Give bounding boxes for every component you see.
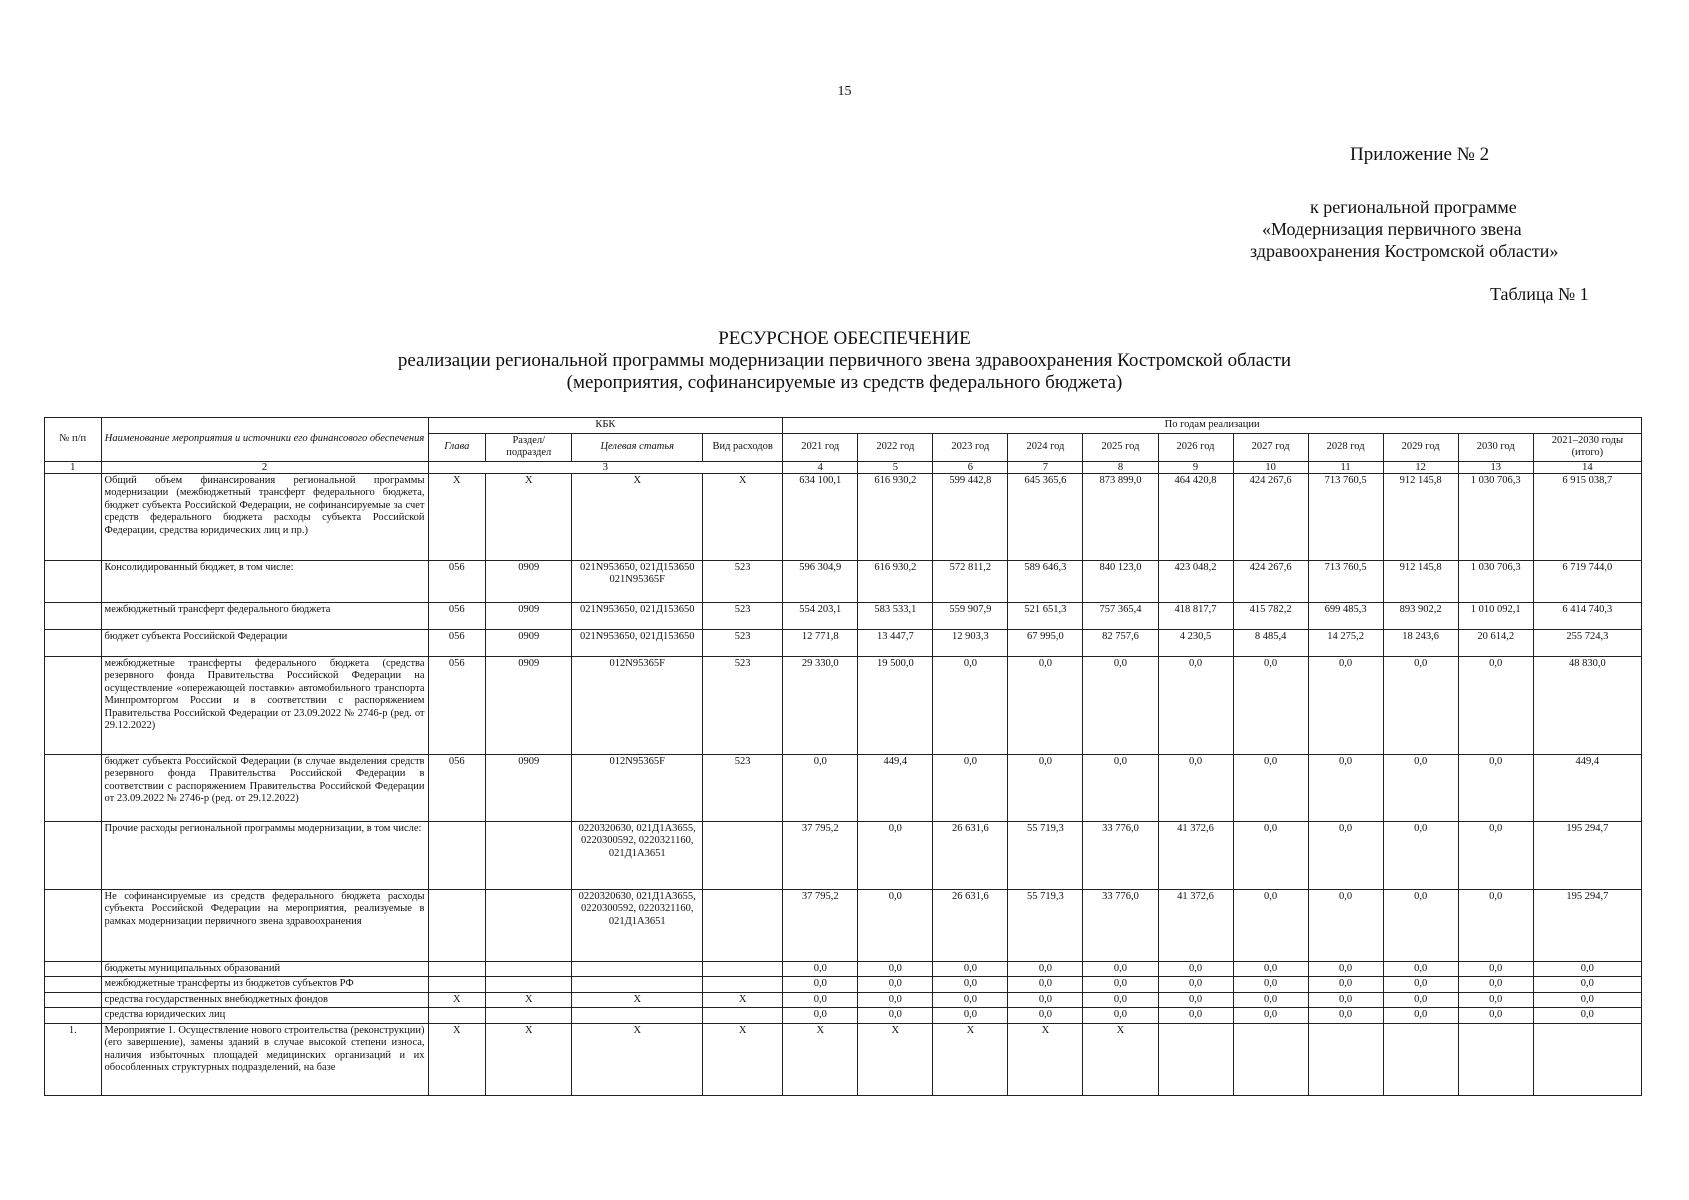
row-value: 0,0 [1158, 992, 1233, 1008]
row-value: 0,0 [1008, 992, 1083, 1008]
row-value: 589 646,3 [1008, 560, 1083, 602]
row-value: 713 760,5 [1308, 560, 1383, 602]
row-number [45, 473, 102, 560]
row-value: 0,0 [1308, 889, 1383, 961]
row-value: 1 010 092,1 [1458, 602, 1533, 629]
row-value: 41 372,6 [1158, 821, 1233, 889]
table-row [45, 1023, 1642, 1095]
row-value: 0,0 [933, 961, 1008, 977]
row-value: 0,0 [1308, 821, 1383, 889]
row-name: бюджеты муниципальных образований [101, 961, 428, 977]
appendix-line-3: здравоохранения Костромской области» [1250, 241, 1559, 261]
row-razdel: 0909 [486, 602, 572, 629]
row-total: 0,0 [1533, 1008, 1641, 1024]
row-value: 0,0 [1083, 961, 1158, 977]
row-number [45, 992, 102, 1008]
row-value: 0,0 [783, 754, 858, 821]
row-value: 0,0 [1233, 821, 1308, 889]
appendix-line-2: «Модернизация первичного звена [1262, 219, 1522, 239]
row-value: 0,0 [1458, 961, 1533, 977]
row-value: 0,0 [1383, 961, 1458, 977]
row-celevaya: Х [572, 473, 703, 560]
row-value: 0,0 [1458, 1008, 1533, 1024]
row-celevaya [572, 1008, 703, 1024]
table-row [45, 560, 1642, 602]
row-vid: 523 [703, 602, 783, 629]
row-glava [428, 889, 486, 961]
row-value: 0,0 [1233, 977, 1308, 993]
row-name: бюджет субъекта Российской Федерации (в случае выделения средств резервного фонда Правительства Российской Федерации в соответствии с распоряжением Правительства Российской Федерации от 23.09.2022 № 2746-р (ред. от 29.12.2022) [101, 754, 428, 821]
row-value [1308, 1023, 1383, 1095]
row-value: 873 899,0 [1083, 473, 1158, 560]
row-celevaya: Х [572, 1023, 703, 1095]
row-name: средства юридических лиц [101, 1008, 428, 1024]
row-value: 0,0 [1458, 821, 1533, 889]
header-year-2024: 2024 год [1008, 433, 1083, 461]
row-value: 0,0 [933, 977, 1008, 993]
row-value: 13 447,7 [858, 629, 933, 656]
column-number: 8 [1083, 461, 1158, 473]
row-total [1533, 1023, 1641, 1095]
row-value: 464 420,8 [1158, 473, 1233, 560]
header-by-years: По годам реализации [783, 418, 1642, 434]
row-vid: 523 [703, 629, 783, 656]
row-glava: 056 [428, 629, 486, 656]
row-value: 0,0 [1083, 992, 1158, 1008]
row-value: 33 776,0 [1083, 889, 1158, 961]
row-value: 423 048,2 [1158, 560, 1233, 602]
row-number [45, 821, 102, 889]
header-kbk: КБК [428, 418, 783, 434]
row-vid [703, 1008, 783, 1024]
row-value: 19 500,0 [858, 656, 933, 754]
title-main: РЕСУРСНОЕ ОБЕСПЕЧЕНИЕ [718, 328, 971, 349]
row-value: 12 903,3 [933, 629, 1008, 656]
row-vid: Х [703, 473, 783, 560]
row-value: 893 902,2 [1383, 602, 1458, 629]
column-number: 5 [858, 461, 933, 473]
row-vid: 523 [703, 560, 783, 602]
row-name: межбюджетный трансферт федерального бюджета [101, 602, 428, 629]
header-year-2029: 2029 год [1383, 433, 1458, 461]
row-total: 0,0 [1533, 977, 1641, 993]
row-value: 424 267,6 [1233, 473, 1308, 560]
row-total: 195 294,7 [1533, 889, 1641, 961]
row-vid [703, 821, 783, 889]
row-value: 0,0 [1308, 992, 1383, 1008]
row-razdel: 0909 [486, 656, 572, 754]
row-celevaya [572, 961, 703, 977]
row-value: 912 145,8 [1383, 473, 1458, 560]
column-number: 4 [783, 461, 858, 473]
row-value: 0,0 [1158, 754, 1233, 821]
header-vid: Вид расходов [703, 433, 783, 461]
row-value: 645 365,6 [1008, 473, 1083, 560]
row-glava [428, 977, 486, 993]
row-value: 0,0 [1458, 992, 1533, 1008]
row-value: 0,0 [1308, 977, 1383, 993]
column-number: 12 [1383, 461, 1458, 473]
row-value: 20 614,2 [1458, 629, 1533, 656]
row-number [45, 754, 102, 821]
row-value: Х [933, 1023, 1008, 1095]
row-value: 0,0 [933, 754, 1008, 821]
row-number [45, 961, 102, 977]
row-value: 0,0 [858, 992, 933, 1008]
appendix-title: Приложение № 2 [1350, 144, 1490, 165]
row-value: 0,0 [1383, 889, 1458, 961]
table-number: Таблица № 1 [1490, 284, 1589, 304]
row-vid: Х [703, 1023, 783, 1095]
document-title [0, 328, 1689, 394]
row-vid: Х [703, 992, 783, 1008]
row-total: 195 294,7 [1533, 821, 1641, 889]
row-number: 1. [45, 1023, 102, 1095]
row-value: 55 719,3 [1008, 889, 1083, 961]
row-value [1233, 1023, 1308, 1095]
row-vid [703, 961, 783, 977]
row-value: 0,0 [1233, 889, 1308, 961]
row-value: 67 995,0 [1008, 629, 1083, 656]
row-value: 1 030 706,3 [1458, 560, 1533, 602]
row-glava [428, 961, 486, 977]
row-value: 37 795,2 [783, 821, 858, 889]
row-celevaya: 012N95365F [572, 754, 703, 821]
row-value: 1 030 706,3 [1458, 473, 1533, 560]
row-value: 0,0 [858, 889, 933, 961]
row-name: средства государственных внебюджетных фондов [101, 992, 428, 1008]
row-value: 596 304,9 [783, 560, 858, 602]
row-number [45, 629, 102, 656]
row-value: 0,0 [1158, 961, 1233, 977]
table-row [45, 961, 1642, 977]
row-number [45, 656, 102, 754]
row-razdel: Х [486, 1023, 572, 1095]
row-celevaya: 021N953650, 021Д153650 021N95365F [572, 560, 703, 602]
row-name: Прочие расходы региональной программы модернизации, в том числе: [101, 821, 428, 889]
row-value: 559 907,9 [933, 602, 1008, 629]
row-glava [428, 821, 486, 889]
header-celevaya: Целевая статья [572, 433, 703, 461]
row-glava: Х [428, 1023, 486, 1095]
row-value: 415 782,2 [1233, 602, 1308, 629]
row-value: 0,0 [1233, 1008, 1308, 1024]
header-year-2023: 2023 год [933, 433, 1008, 461]
row-total: 6 414 740,3 [1533, 602, 1641, 629]
row-value: 616 930,2 [858, 473, 933, 560]
row-total: 0,0 [1533, 992, 1641, 1008]
row-value: 0,0 [933, 1008, 1008, 1024]
row-name: Мероприятие 1. Осуществление нового строительства (реконструкции) (его завершение), замены зданий в случае высокой степени износа, наличия избыточных площадей медицинских организаций и их обособленных структурных подразделений, на базе [101, 1023, 428, 1095]
row-glava: 056 [428, 754, 486, 821]
column-number: 9 [1158, 461, 1233, 473]
table-row [45, 629, 1642, 656]
row-vid: 523 [703, 656, 783, 754]
row-value: 0,0 [1008, 1008, 1083, 1024]
row-number [45, 977, 102, 993]
title-subtitle-2: (мероприятия, софинансируемые из средств федерального бюджета) [566, 372, 1123, 393]
row-value: 0,0 [933, 992, 1008, 1008]
row-glava: Х [428, 473, 486, 560]
row-razdel: Х [486, 473, 572, 560]
row-value [1158, 1023, 1233, 1095]
table-row [45, 1008, 1642, 1024]
row-value: 599 442,8 [933, 473, 1008, 560]
row-value: 0,0 [858, 977, 933, 993]
row-value: 757 365,4 [1083, 602, 1158, 629]
row-razdel [486, 821, 572, 889]
row-value: 0,0 [1083, 656, 1158, 754]
row-value: 572 811,2 [933, 560, 1008, 602]
row-glava: Х [428, 992, 486, 1008]
row-value: 0,0 [1083, 1008, 1158, 1024]
row-value: 0,0 [1383, 821, 1458, 889]
row-celevaya: 0220320630, 021Д1А3655, 0220300592, 0220321160, 021Д1А3651 [572, 821, 703, 889]
row-value: 0,0 [1233, 992, 1308, 1008]
row-value: 521 651,3 [1008, 602, 1083, 629]
column-number: 1 [45, 461, 102, 473]
row-value: Х [783, 1023, 858, 1095]
row-value: 0,0 [1383, 1008, 1458, 1024]
row-value: 0,0 [1083, 977, 1158, 993]
row-value: 0,0 [1158, 977, 1233, 993]
row-value: 0,0 [1083, 754, 1158, 821]
column-number: 13 [1458, 461, 1533, 473]
row-value: 12 771,8 [783, 629, 858, 656]
row-celevaya: Х [572, 992, 703, 1008]
row-value: 0,0 [1008, 977, 1083, 993]
table-row [45, 473, 1642, 560]
row-glava: 056 [428, 656, 486, 754]
row-value: 634 100,1 [783, 473, 858, 560]
row-name: межбюджетные трансферты федерального бюджета (средства резервного фонда Правительства Российской Федерации на осуществление «опережающей поставки» автомобильного транспорта Минпромторгом России и в соответствии с распоряжением Правительства Российской Федерации от 23.09.2022 № 2746-р (ред. от 29.12.2022) [101, 656, 428, 754]
row-value: 41 372,6 [1158, 889, 1233, 961]
table-row [45, 977, 1642, 993]
row-vid: 523 [703, 754, 783, 821]
row-value: 0,0 [783, 992, 858, 1008]
row-value: 0,0 [1458, 977, 1533, 993]
table-row [45, 821, 1642, 889]
row-value: 0,0 [783, 977, 858, 993]
row-razdel [486, 1008, 572, 1024]
column-number: 3 [428, 461, 783, 473]
row-value: 840 123,0 [1083, 560, 1158, 602]
row-total: 6 915 038,7 [1533, 473, 1641, 560]
row-value: 0,0 [858, 1008, 933, 1024]
row-value: 0,0 [858, 961, 933, 977]
row-value: 0,0 [1308, 1008, 1383, 1024]
row-value: 0,0 [1308, 961, 1383, 977]
row-name: Консолидированный бюджет, в том числе: [101, 560, 428, 602]
row-razdel [486, 977, 572, 993]
row-name: Общий объем финансирования региональной программы модернизации (межбюджетный трансферт федерального бюджета, бюджет субъекта Российской Федерации, не софинансируемые за счет средств федерального бюджета расходы субъекта Российской Федерации, средства юридических лиц и пр.) [101, 473, 428, 560]
row-value: 29 330,0 [783, 656, 858, 754]
row-vid [703, 977, 783, 993]
appendix-reference [1250, 196, 1670, 262]
row-value: 0,0 [1383, 977, 1458, 993]
column-number: 2 [101, 461, 428, 473]
row-value: 0,0 [1008, 656, 1083, 754]
row-value: 424 267,6 [1233, 560, 1308, 602]
row-value: 0,0 [1383, 992, 1458, 1008]
table-row [45, 656, 1642, 754]
row-razdel [486, 889, 572, 961]
row-razdel [486, 961, 572, 977]
column-number: 6 [933, 461, 1008, 473]
header-year-2030: 2030 год [1458, 433, 1533, 461]
header-year-2022: 2022 год [858, 433, 933, 461]
row-value: 4 230,5 [1158, 629, 1233, 656]
row-value: 82 757,6 [1083, 629, 1158, 656]
header-year-2026: 2026 год [1158, 433, 1233, 461]
row-value: 713 760,5 [1308, 473, 1383, 560]
header-razdel: Раздел/ подраздел [486, 433, 572, 461]
header-year-2027: 2027 год [1233, 433, 1308, 461]
row-number [45, 1008, 102, 1024]
row-value: 0,0 [1458, 889, 1533, 961]
row-razdel: 0909 [486, 754, 572, 821]
column-number: 14 [1533, 461, 1641, 473]
header-total: 2021–2030 годы (итого) [1533, 433, 1641, 461]
table-row [45, 602, 1642, 629]
table-row [45, 992, 1642, 1008]
column-number: 11 [1308, 461, 1383, 473]
row-value: 26 631,6 [933, 821, 1008, 889]
table-row [45, 754, 1642, 821]
row-value: 0,0 [1233, 961, 1308, 977]
row-value: 0,0 [1158, 656, 1233, 754]
row-celevaya: 0220320630, 021Д1А3655, 0220300592, 0220321160, 021Д1А3651 [572, 889, 703, 961]
row-razdel: 0909 [486, 629, 572, 656]
header-year-2025: 2025 год [1083, 433, 1158, 461]
row-value: 0,0 [1458, 754, 1533, 821]
column-number: 10 [1233, 461, 1308, 473]
header-year-2021: 2021 год [783, 433, 858, 461]
row-total: 48 830,0 [1533, 656, 1641, 754]
row-value: 583 533,1 [858, 602, 933, 629]
row-value: Х [1083, 1023, 1158, 1095]
row-number [45, 560, 102, 602]
row-value: 449,4 [858, 754, 933, 821]
resource-table [44, 417, 1642, 1096]
row-glava: 056 [428, 602, 486, 629]
row-value: 37 795,2 [783, 889, 858, 961]
row-value: 0,0 [1158, 1008, 1233, 1024]
row-glava: 056 [428, 560, 486, 602]
row-value: 0,0 [858, 821, 933, 889]
header-num: № п/п [45, 418, 102, 462]
row-value: 0,0 [933, 656, 1008, 754]
row-celevaya: 021N953650, 021Д153650 [572, 629, 703, 656]
row-value: 0,0 [1458, 656, 1533, 754]
row-value: 912 145,8 [1383, 560, 1458, 602]
row-total: 0,0 [1533, 961, 1641, 977]
row-value [1458, 1023, 1533, 1095]
row-value [1383, 1023, 1458, 1095]
row-glava [428, 1008, 486, 1024]
header-glava: Глава [428, 433, 486, 461]
row-celevaya: 021N953650, 021Д153650 [572, 602, 703, 629]
row-name: бюджет субъекта Российской Федерации [101, 629, 428, 656]
table-row [45, 889, 1642, 961]
row-value: 0,0 [1233, 656, 1308, 754]
row-value: 0,0 [1308, 656, 1383, 754]
row-value: 0,0 [1383, 754, 1458, 821]
row-total: 449,4 [1533, 754, 1641, 821]
row-value: Х [858, 1023, 933, 1095]
column-number: 7 [1008, 461, 1083, 473]
column-number-row [45, 461, 1642, 473]
row-value: 0,0 [1008, 961, 1083, 977]
row-value: 26 631,6 [933, 889, 1008, 961]
row-value: 0,0 [1008, 754, 1083, 821]
row-total: 255 724,3 [1533, 629, 1641, 656]
row-total: 6 719 744,0 [1533, 560, 1641, 602]
row-celevaya [572, 977, 703, 993]
row-name: межбюджетные трансферты из бюджетов субъектов РФ [101, 977, 428, 993]
row-value: 55 719,3 [1008, 821, 1083, 889]
row-value: 18 243,6 [1383, 629, 1458, 656]
row-value: 0,0 [783, 961, 858, 977]
row-value: 0,0 [1233, 754, 1308, 821]
row-value: 0,0 [1308, 754, 1383, 821]
row-value: 0,0 [783, 1008, 858, 1024]
row-razdel: Х [486, 992, 572, 1008]
appendix-line-1: к региональной программе [1310, 197, 1517, 217]
title-subtitle-1: реализации региональной программы модернизации первичного звена здравоохранения Костромской области [397, 350, 1292, 371]
header-name: Наименование мероприятия и источники его финансового обеспечения [101, 418, 428, 462]
row-value: 0,0 [1383, 656, 1458, 754]
row-name: Не софинансируемые из средств федерального бюджета расходы субъекта Российской Федерации на мероприятия, реализуемые в рамках модернизации первичного звена здравоохранения [101, 889, 428, 961]
row-razdel: 0909 [486, 560, 572, 602]
row-value: 418 817,7 [1158, 602, 1233, 629]
row-value: 33 776,0 [1083, 821, 1158, 889]
row-value: 8 485,4 [1233, 629, 1308, 656]
row-number [45, 889, 102, 961]
table-body [45, 473, 1642, 1095]
row-value: 616 930,2 [858, 560, 933, 602]
page-number: 15 [837, 84, 852, 99]
row-celevaya: 012N95365F [572, 656, 703, 754]
row-value: Х [1008, 1023, 1083, 1095]
header-year-2028: 2028 год [1308, 433, 1383, 461]
row-value: 554 203,1 [783, 602, 858, 629]
row-number [45, 602, 102, 629]
row-vid [703, 889, 783, 961]
row-value: 14 275,2 [1308, 629, 1383, 656]
row-value: 699 485,3 [1308, 602, 1383, 629]
